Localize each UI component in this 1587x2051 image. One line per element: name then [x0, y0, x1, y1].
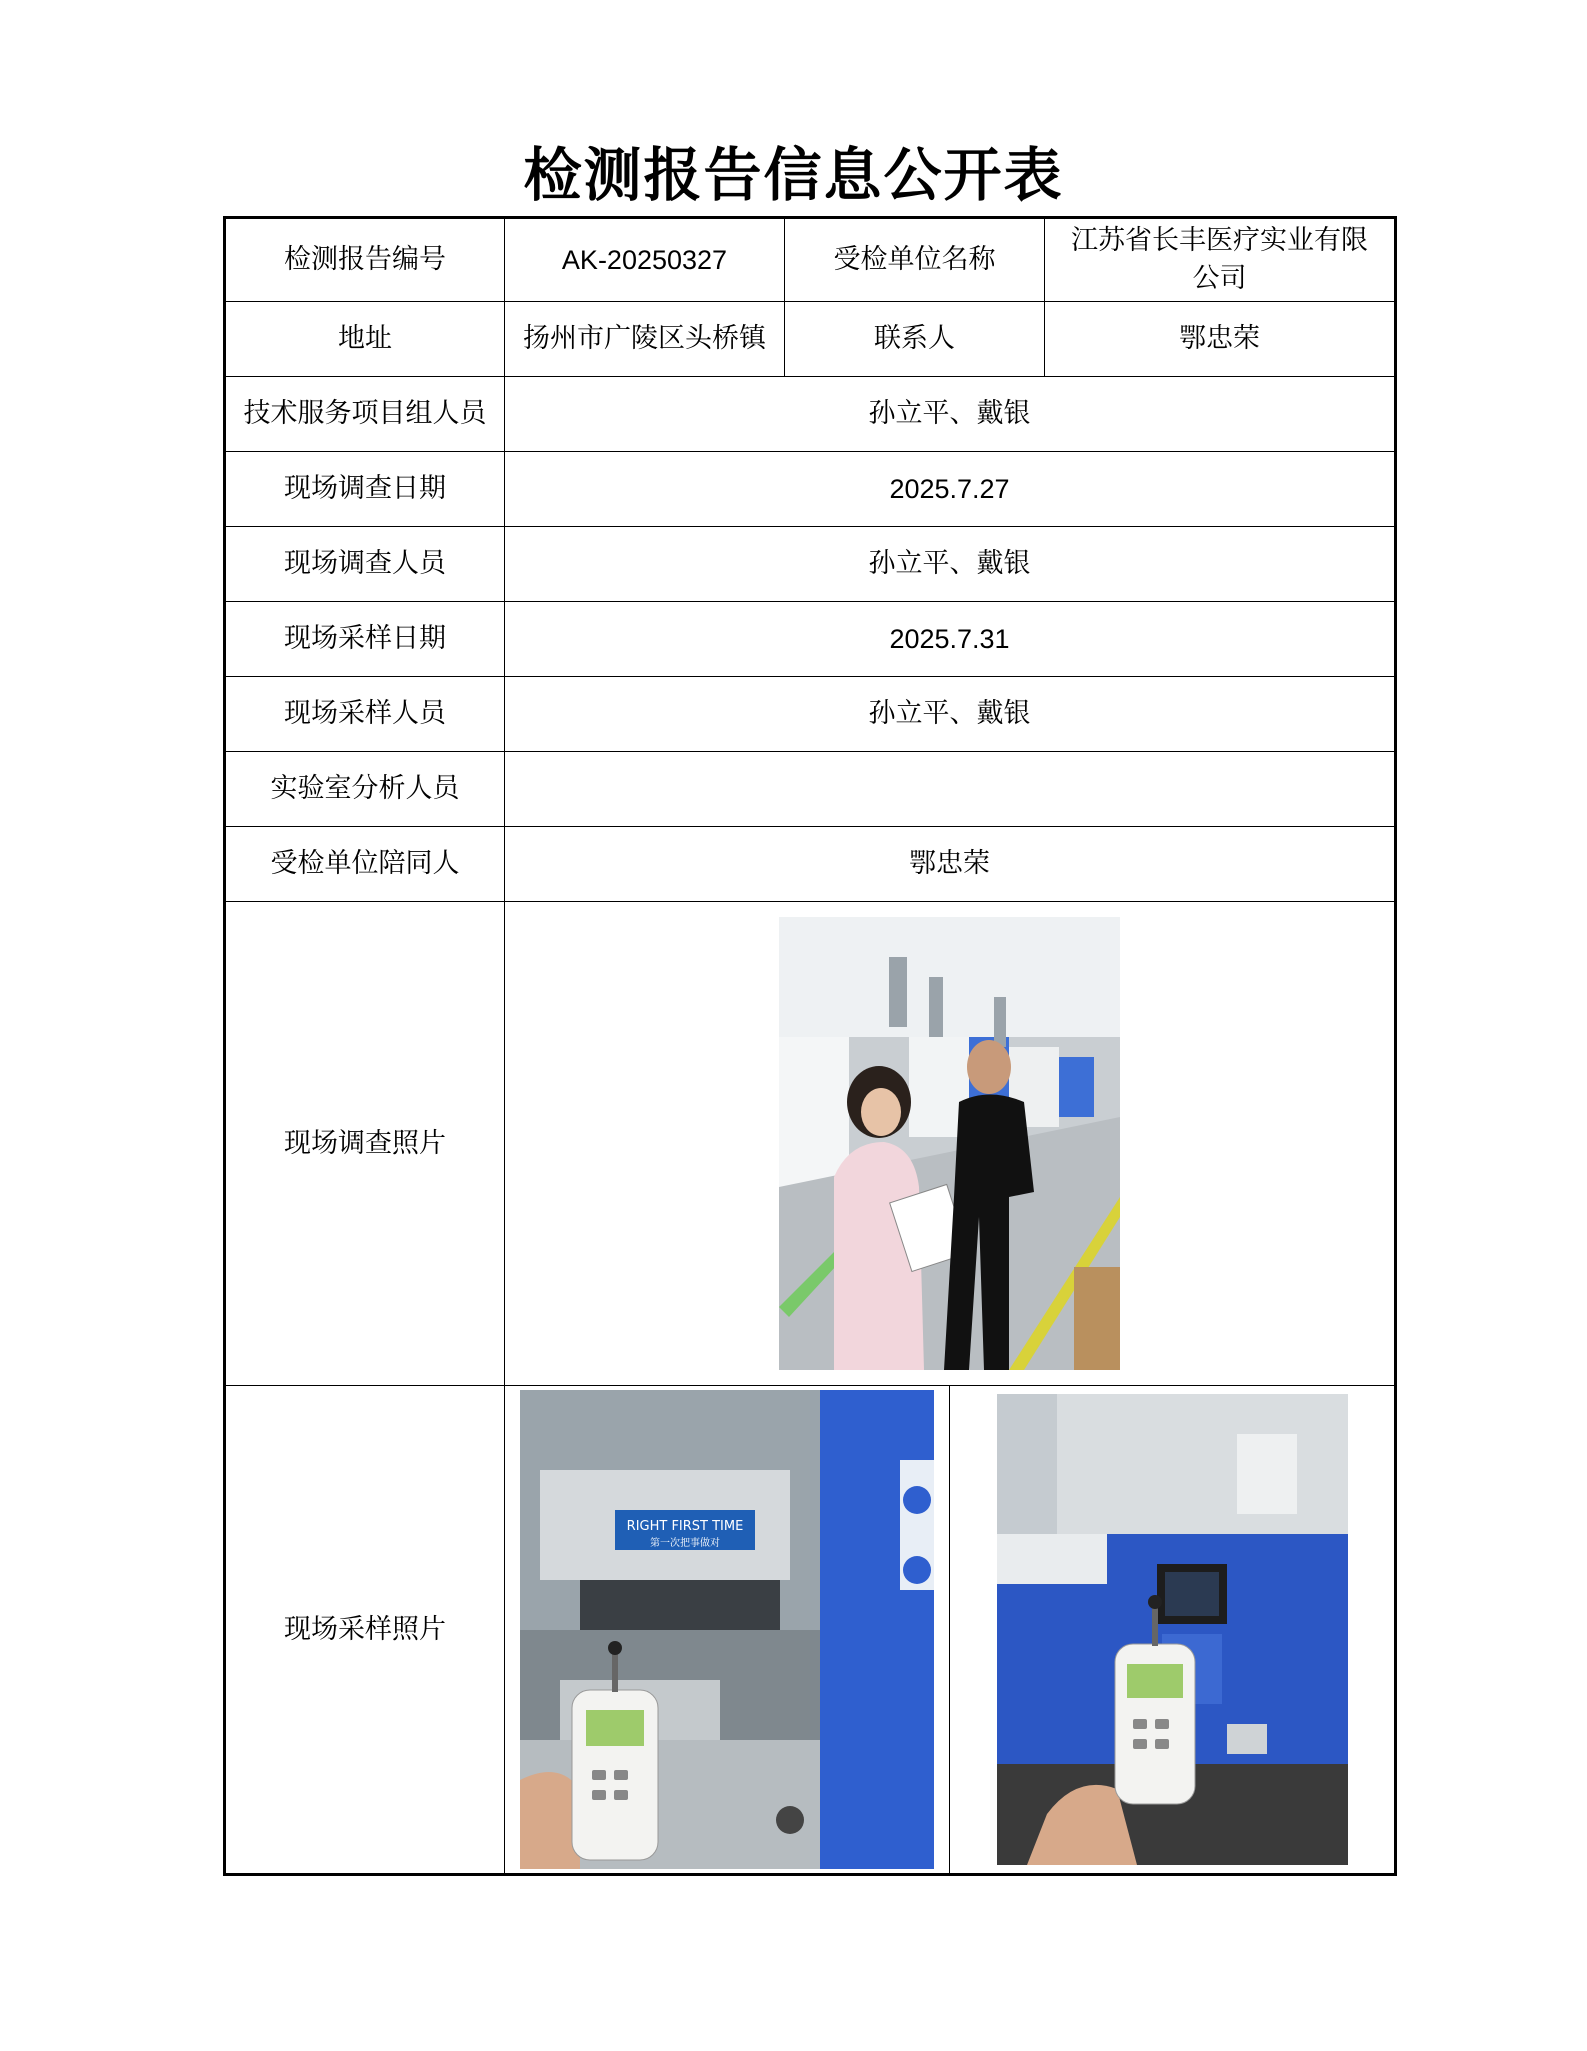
- sample-staff-value: 孙立平、戴银: [505, 677, 1396, 752]
- table-row: [225, 602, 1396, 677]
- team-label: 技术服务项目组人员: [225, 377, 505, 452]
- sample-date-label: 现场采样日期: [225, 602, 505, 677]
- survey-staff-value: 孙立平、戴银: [505, 527, 1396, 602]
- escort-label: 受检单位陪同人: [225, 827, 505, 902]
- table-row: [225, 527, 1396, 602]
- table-row: [225, 1386, 1396, 1875]
- address-label: 地址: [225, 302, 505, 377]
- address-value: 扬州市广陵区头桥镇: [505, 302, 785, 377]
- table-row: [225, 452, 1396, 527]
- unit-name-label: 受检单位名称: [785, 218, 1045, 302]
- sample-photo-left: [520, 1390, 934, 1869]
- report-table: [223, 216, 1397, 1876]
- table-row: [225, 752, 1396, 827]
- table-row: [225, 677, 1396, 752]
- lab-staff-value: [505, 752, 1396, 827]
- contact-value: 鄂忠荣: [1045, 302, 1396, 377]
- survey-photo-label: 现场调查照片: [225, 902, 505, 1386]
- sample-staff-label: 现场采样人员: [225, 677, 505, 752]
- survey-photo-cell: [505, 902, 1396, 1386]
- table-row: [225, 302, 1396, 377]
- page-title: 检测报告信息公开表: [523, 141, 1064, 209]
- banner-text: RIGHT FIRST TIME: [626, 1519, 744, 1534]
- survey-date-label: 现场调查日期: [225, 452, 505, 527]
- sample-photo-label: 现场采样照片: [225, 1386, 505, 1875]
- survey-staff-label: 现场调查人员: [225, 527, 505, 602]
- table-row: [225, 218, 1396, 302]
- contact-label: 联系人: [785, 302, 1045, 377]
- report-no-value: AK-20250327: [505, 218, 785, 302]
- escort-value: 鄂忠荣: [505, 827, 1396, 902]
- team-value: 孙立平、戴银: [505, 377, 1396, 452]
- table-row: [225, 377, 1396, 452]
- lab-staff-label: 实验室分析人员: [225, 752, 505, 827]
- sample-photo-left-frame: [505, 1386, 950, 1873]
- sample-photo-right: [997, 1394, 1348, 1865]
- banner-subtext: 第一次把事做对: [650, 1538, 720, 1549]
- table-row: [225, 827, 1396, 902]
- report-no-label: 检测报告编号: [225, 218, 505, 302]
- sample-date-value: 2025.7.31: [505, 602, 1396, 677]
- table-row: [225, 902, 1396, 1386]
- unit-name-value: 江苏省长丰医疗实业有限公司: [1045, 218, 1396, 302]
- sample-photo-cell: [505, 1386, 1396, 1875]
- survey-date-value: 2025.7.27: [505, 452, 1396, 527]
- sample-photo-right-frame: [950, 1386, 1394, 1873]
- survey-photo: [779, 917, 1120, 1370]
